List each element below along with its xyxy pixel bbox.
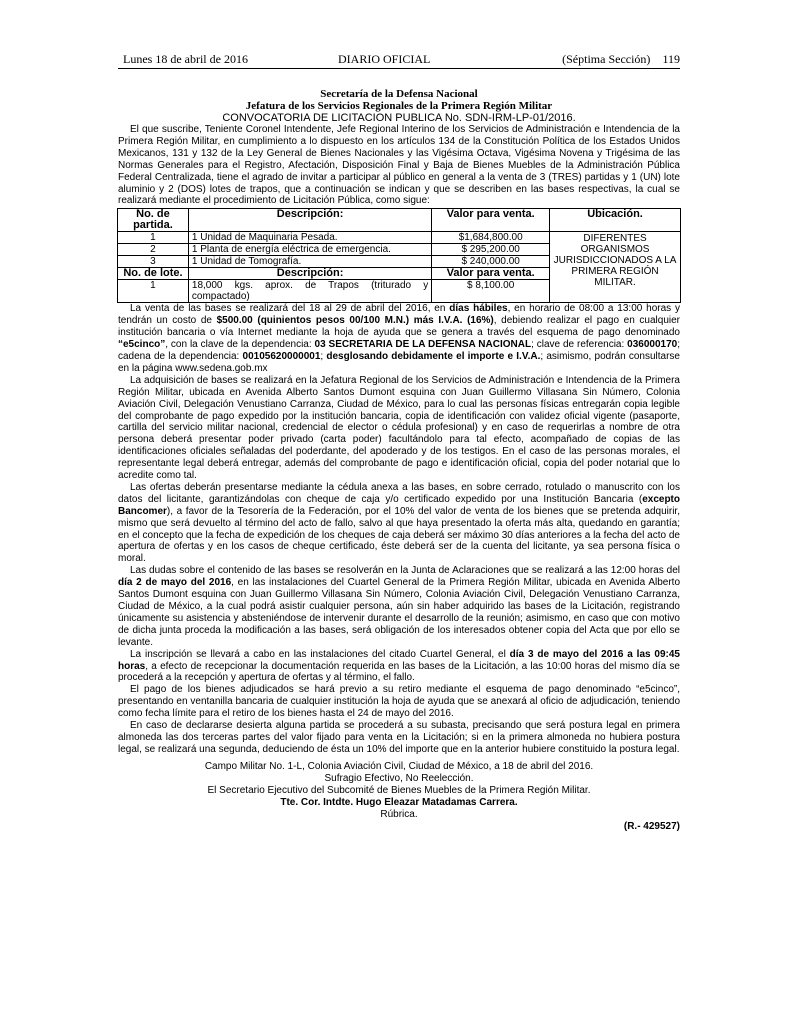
title-jefatura: Jefatura de los Servicios Regionales de la Primera Región Militar [245,100,553,112]
closing-signer: Tte. Cor. Intdte. Hugo Eleazar Matadamas Carrera. [280,796,518,808]
table-header-row [118,209,681,232]
publication-reference: (R.- 429527) [623,820,680,832]
notice-body [118,124,680,756]
header-date: Lunes 18 de abril de 2016 [123,52,248,66]
table-row [118,232,681,244]
paragraph-payment: El pago de los bienes adjudicados se hará previo a su retiro mediante el esquema de pago denominado “e5cinco”, presentando en ventanilla bancaria de cualquier institución la hoja de ayuda que se anexará al oficio de adjudicación, teniendo como fecha límite para el retiro de los bienes hasta el 24 de mayo del 2016. [118,684,680,720]
paragraph-bases-acquisition: La adquisición de bases se realizará en la Jefatura Regional de los Servicios de Administración e Intendencia de la Primera Región Militar, ubicada en Avenida Alberto Santos Dumont esquina con Juan Guillermo Villasana Sin Número, Colonia Aviación Civil, Delegación Venustiano Carranza, Ciudad de México, para lo cual las personas físicas entregarán copia legible del comprobante de pago expedido por la institución bancaria, copia de identificación con validez oficial vigente (pasaporte, cartilla del servicio militar nacional, credencial de elector o cédula profesional) y en caso de requerirlas a nombre de otra persona deberá presentar poder privado (carta poder) facultándolo para tal efecto, acompañado de copias de las identificaciones oficiales señaladas del poderdante, del apoderado y de los testigos. En el caso de las personas morales, el representante legal deberá entregar, además del comprobante de pago e identificación oficial, copia del poder notarial que lo acredite como tal. [118,374,680,482]
col-header-description: Descripción: [188,209,431,232]
row-value: $ 295,200.00 [432,244,550,256]
lot-header-description: Descripción: [188,268,431,280]
paragraph-clarifications: Las dudas sobre el contenido de las bases se resolverán en la Junta de Aclaraciones que se realizará a las 12:00 horas del día 2 de mayo del 2016, en las instalaciones del Cuartel General de la Primera Región Militar, ubicada en Avenida Alberto Santos Dumont esquina con Juan Guillermo Villasana Sin Número, Colonia Aviación Civil, Delegación Venustiano Carranza, Ciudad de México, a la cual podrá asistir cualquier persona, aún sin haber adquirido las bases de la Licitación, registrando únicamente su asistencia y absteniéndose de intervenir durante el desarrollo de la reunión; asimismo, en caso que con motivo de dicha junta proceda la modificación a las bases, será obligación de los interesados obtener copia del Acta que por ello se levante. [118,565,681,648]
col-header-location: Ubicación. [550,209,681,232]
header-section: (Séptima Sección) [562,52,651,66]
lot-number: 1 [118,280,189,303]
closing-role: El Secretario Ejecutivo del Subcomité de Bienes Muebles de la Primera Región Militar. [207,784,591,796]
closing-place-date: Campo Militar No. 1-L, Colonia Aviación Civil, Ciudad de México, a 18 de abril del 2016. [204,760,594,772]
document-page [118,52,680,832]
lot-header-value: Valor para venta. [432,268,550,280]
items-table [117,208,681,303]
row-number: 1 [118,232,189,244]
col-header-number: No. de partida. [118,209,189,232]
paragraph-auction: En caso de declararse desierta alguna partida se procederá a su subasta, precisando que será postura legal en primera almoneda las dos terceras partes del valor fijado para venta en la Licitación; si en la primera almoneda no hubiera postura legal, se realizará una segunda, deduciendo de ésta un 10% del importe que en la anterior hubiere constituido la postura legal. [118,720,680,755]
row-number: 2 [118,244,189,256]
page-header [118,52,680,66]
paragraph-bases-sale: La venta de las bases se realizará del 18 al 29 de abril del 2016, en días hábiles, en horario de 08:00 a 13:00 horas y tendrán un costo de $500.00 (quinientos pesos 00/100 M.N.) más I.V.A. (16%), debiendo realizar el pago en cualquier institución bancaria o vía Internet mediante la hoja de ayuda que se genera a través del esquema de pago denominado “e5cinco”, con la clave de la dependencia: 03 SECRETARIA DE LA DEFENSA NACIONAL; clave de referencia: 036000170; cadena de la dependencia: 00105620000001; desglosando debidamente el importe e I.V.A.; asimismo, podrán consultarse en la página www.sedena.gob.mx [118,303,681,374]
col-header-value: Valor para venta. [432,209,550,232]
header-rule [118,68,680,69]
paragraph-registration: La inscripción se llevará a cabo en las instalaciones del citado Cuartel General, el día 3 de mayo del 2016 a las 09:45 horas, a efecto de recepcionar la documentación requerida en las bases de la Licitación, a las 10:00 horas del mismo día se procederá a la recepción y apertura de ofertas y al término, el fallo. [118,648,680,684]
location-cell: DIFERENTES ORGANISMOS JURISDICCIONADOS A LA PRIMERA REGIÓN MILITAR. [550,232,681,303]
header-publication: DIARIO OFICIAL [338,52,431,66]
lot-description: 18,000 kgs. aprox. de Trapos (triturado y compactado) [188,280,431,303]
row-value: $ 240,000.00 [432,256,550,268]
title-secretaria: Secretaría de la Defensa Nacional [320,88,478,100]
lot-value: $ 8,100.00 [432,280,550,303]
row-description: 1 Unidad de Maquinaria Pesada. [188,232,431,244]
closing-block [118,761,680,821]
header-section-page [562,52,680,67]
closing-signature: Rúbrica. [380,808,418,820]
row-description: 1 Unidad de Tomografía. [188,256,431,268]
closing-motto: Sufragio Efectivo, No Reelección. [324,772,474,784]
paragraph-offers: Las ofertas deberán presentarse mediante la cédula anexa a las bases, en sobre cerrado, rotulado o manuscrito con los datos del licitante, garantizándolas con cheque de caja y/o certificado expedido por una Institución Bancaria (excepto Bancomer), a favor de la Tesorería de la Federación, por el 10% del valor de venta de los bienes que se pretenda adquirir, mismo que será devuelto al término del acto de fallo, salvo al que haya presentado la oferta más alta, quedando en garantía; en el concepto que la fecha de expedición de los cheques de caja deberá ser máximo 30 días anteriores a la fecha del acto de apertura de ofertas y en los casos de cheque certificado, éste deberá ser de la cuenta del licitante, ya sea persona física o moral. [118,481,680,565]
row-description: 1 Planta de energía eléctrica de emergencia. [188,244,431,256]
row-value: $1,684,800.00 [432,232,550,244]
lot-header-number: No. de lote. [118,268,189,280]
row-number: 3 [118,256,189,268]
intro-paragraph: El que suscribe, Teniente Coronel Intendente, Jefe Regional Interino de los Servicios de Administración e Intendencia de la Primera Región Militar, en cumplimiento a lo dispuesto en los artículos 134 de la Constitución Política de los Estados Unidos Mexicanos, 131 y 132 de la Ley General de Bienes Nacionales y las Vigésima Octava, Vigésima Novena y Trigésima de las Normas Generales para el Registro, Afectación, Disposición Final y Baja de Bienes Muebles de la Administración Pública Federal Centralizada, tiene el agrado de invitar a participar al público en general a la venta de 3 (TRES) partidas y 1 (UN) lote aluminio y 2 (DOS) lotes de trapos, que a continuación se indican y que se describen en las bases respectivas, la cual se realizará mediante el procedimiento de Licitación Pública, como sigue: [118,124,680,207]
title-convocatoria: CONVOCATORIA DE LICITACION PUBLICA No. SDN-IRM-LP-01/2016. [222,112,576,124]
notice-titles [118,88,680,124]
header-page-number: 119 [662,52,680,66]
